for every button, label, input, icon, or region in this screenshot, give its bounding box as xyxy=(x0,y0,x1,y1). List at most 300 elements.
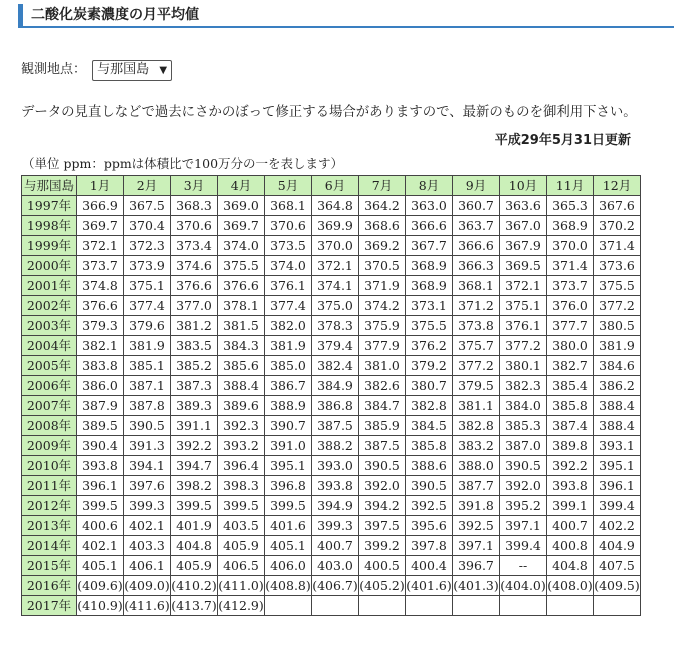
month-column-header: 2月 xyxy=(124,176,171,196)
value-cell: 379.2 xyxy=(406,356,453,376)
value-cell: 375.7 xyxy=(453,336,500,356)
value-cell: 368.1 xyxy=(265,196,312,216)
month-column-header: 12月 xyxy=(594,176,641,196)
value-cell: 397.1 xyxy=(500,516,547,536)
value-cell: 377.2 xyxy=(594,296,641,316)
value-cell: 377.9 xyxy=(359,336,406,356)
value-cell: 368.9 xyxy=(406,276,453,296)
value-cell: 392.5 xyxy=(453,516,500,536)
value-cell: 381.2 xyxy=(171,316,218,336)
value-cell: (406.7) xyxy=(312,576,359,596)
year-cell: 2000年 xyxy=(22,256,77,276)
year-cell: 2001年 xyxy=(22,276,77,296)
value-cell: 388.4 xyxy=(594,416,641,436)
value-cell: 388.4 xyxy=(218,376,265,396)
value-cell: 403.0 xyxy=(312,556,359,576)
value-cell: 379.4 xyxy=(312,336,359,356)
revision-notice: データの見直しなどで過去にさかのぼって修正する場合がありますので、最新のものを御利用下さい。 xyxy=(21,105,637,120)
value-cell: 373.9 xyxy=(124,256,171,276)
year-cell: 2002年 xyxy=(22,296,77,316)
year-cell: 2008年 xyxy=(22,416,77,436)
value-cell: 372.1 xyxy=(312,256,359,276)
value-cell: 371.4 xyxy=(594,236,641,256)
year-cell: 2003年 xyxy=(22,316,77,336)
table-row xyxy=(22,396,641,416)
value-cell: 373.6 xyxy=(594,256,641,276)
value-cell: 388.4 xyxy=(594,396,641,416)
value-cell: 399.2 xyxy=(359,536,406,556)
value-cell: 388.2 xyxy=(312,436,359,456)
value-cell: (410.2) xyxy=(171,576,218,596)
value-cell: 370.4 xyxy=(124,216,171,236)
value-cell: 377.2 xyxy=(500,336,547,356)
updated-date: 平成29年5月31日更新 xyxy=(494,133,631,148)
value-cell: (409.0) xyxy=(124,576,171,596)
value-cell: 389.6 xyxy=(218,396,265,416)
table-row xyxy=(22,476,641,496)
value-cell: 387.5 xyxy=(312,416,359,436)
month-column-header: 10月 xyxy=(500,176,547,196)
value-cell: 369.7 xyxy=(218,216,265,236)
value-cell: 397.6 xyxy=(124,476,171,496)
value-cell: 382.1 xyxy=(77,336,124,356)
value-cell: (411.0) xyxy=(218,576,265,596)
value-cell: (405.2) xyxy=(359,576,406,596)
value-cell: 393.8 xyxy=(312,476,359,496)
value-cell: 388.0 xyxy=(453,456,500,476)
value-cell: 376.6 xyxy=(77,296,124,316)
table-row xyxy=(22,576,641,596)
value-cell: 388.9 xyxy=(265,396,312,416)
table-row xyxy=(22,376,641,396)
value-cell: 405.9 xyxy=(218,536,265,556)
value-cell: 386.2 xyxy=(594,376,641,396)
value-cell: 393.8 xyxy=(547,476,594,496)
year-cell: 2014年 xyxy=(22,536,77,556)
value-cell: 382.0 xyxy=(265,316,312,336)
value-cell: 390.7 xyxy=(265,416,312,436)
value-cell: 381.5 xyxy=(218,316,265,336)
value-cell: (409.5) xyxy=(594,576,641,596)
value-cell: 405.9 xyxy=(171,556,218,576)
value-cell: 379.3 xyxy=(77,316,124,336)
value-cell: 378.1 xyxy=(218,296,265,316)
value-cell: 393.1 xyxy=(594,436,641,456)
year-cell: 2007年 xyxy=(22,396,77,416)
value-cell: 385.8 xyxy=(547,396,594,416)
value-cell: 379.5 xyxy=(453,376,500,396)
value-cell: 405.1 xyxy=(265,536,312,556)
value-cell: 384.6 xyxy=(594,356,641,376)
value-cell: 384.5 xyxy=(406,416,453,436)
table-row xyxy=(22,536,641,556)
value-cell: 392.2 xyxy=(547,456,594,476)
value-cell: (413.7) xyxy=(171,596,218,616)
value-cell: 395.1 xyxy=(265,456,312,476)
value-cell: 399.3 xyxy=(124,496,171,516)
value-cell: 399.5 xyxy=(77,496,124,516)
value-cell: 367.6 xyxy=(594,196,641,216)
value-cell: 385.0 xyxy=(265,356,312,376)
value-cell: 381.9 xyxy=(594,336,641,356)
value-cell: 381.9 xyxy=(124,336,171,356)
table-row xyxy=(22,276,641,296)
value-cell: 366.6 xyxy=(453,236,500,256)
value-cell: 375.1 xyxy=(500,296,547,316)
table-row xyxy=(22,416,641,436)
year-cell: 2016年 xyxy=(22,576,77,596)
station-selector-row xyxy=(21,60,172,81)
value-cell: 396.8 xyxy=(265,476,312,496)
value-cell: 375.1 xyxy=(124,276,171,296)
value-cell: 385.9 xyxy=(359,416,406,436)
value-cell: 394.1 xyxy=(124,456,171,476)
value-cell: 375.0 xyxy=(312,296,359,316)
value-cell: 372.3 xyxy=(124,236,171,256)
value-cell: 370.6 xyxy=(171,216,218,236)
value-cell: (410.9) xyxy=(77,596,124,616)
value-cell: 390.5 xyxy=(124,416,171,436)
value-cell: 392.0 xyxy=(500,476,547,496)
value-cell: 370.6 xyxy=(265,216,312,236)
value-cell: 401.9 xyxy=(171,516,218,536)
value-cell: 398.2 xyxy=(171,476,218,496)
value-cell: 370.2 xyxy=(594,216,641,236)
year-cell: 1998年 xyxy=(22,216,77,236)
value-cell: 397.1 xyxy=(453,536,500,556)
value-cell: (409.6) xyxy=(77,576,124,596)
value-cell: 380.5 xyxy=(594,316,641,336)
value-cell: (408.8) xyxy=(265,576,312,596)
value-cell: 391.0 xyxy=(265,436,312,456)
table-row xyxy=(22,236,641,256)
value-cell: 385.2 xyxy=(171,356,218,376)
value-cell: 404.8 xyxy=(171,536,218,556)
value-cell xyxy=(406,596,453,616)
value-cell: 360.7 xyxy=(453,196,500,216)
value-cell: 391.8 xyxy=(453,496,500,516)
value-cell: 382.3 xyxy=(500,376,547,396)
value-cell: 377.4 xyxy=(265,296,312,316)
value-cell: 406.0 xyxy=(265,556,312,576)
value-cell: 371.2 xyxy=(453,296,500,316)
month-column-header: 3月 xyxy=(171,176,218,196)
value-cell: 375.5 xyxy=(594,276,641,296)
month-column-header: 11月 xyxy=(547,176,594,196)
value-cell: 382.8 xyxy=(406,396,453,416)
station-column-header: 与那国島 xyxy=(22,176,77,196)
value-cell: 393.8 xyxy=(77,456,124,476)
value-cell: 364.8 xyxy=(312,196,359,216)
value-cell: 372.1 xyxy=(500,276,547,296)
value-cell: 369.0 xyxy=(218,196,265,216)
value-cell: 386.0 xyxy=(77,376,124,396)
value-cell: 383.8 xyxy=(77,356,124,376)
value-cell: 368.3 xyxy=(171,196,218,216)
month-column-header: 4月 xyxy=(218,176,265,196)
value-cell: 390.5 xyxy=(500,456,547,476)
month-column-header: 6月 xyxy=(312,176,359,196)
table-row xyxy=(22,456,641,476)
value-cell: 404.8 xyxy=(547,556,594,576)
value-cell: (404.0) xyxy=(500,576,547,596)
value-cell: 390.5 xyxy=(406,476,453,496)
value-cell: 385.3 xyxy=(500,416,547,436)
value-cell xyxy=(312,596,359,616)
value-cell: 369.2 xyxy=(359,236,406,256)
value-cell: 374.1 xyxy=(312,276,359,296)
value-cell: 397.5 xyxy=(359,516,406,536)
value-cell: 392.3 xyxy=(218,416,265,436)
value-cell: 382.7 xyxy=(547,356,594,376)
value-cell: 395.6 xyxy=(406,516,453,536)
station-select[interactable] xyxy=(92,60,172,81)
year-cell: 2017年 xyxy=(22,596,77,616)
value-cell: 368.6 xyxy=(359,216,406,236)
value-cell xyxy=(453,596,500,616)
value-cell: 370.5 xyxy=(359,256,406,276)
value-cell: 390.5 xyxy=(359,456,406,476)
value-cell: 377.4 xyxy=(124,296,171,316)
value-cell: 373.8 xyxy=(453,316,500,336)
unit-note: （単位 ppm：ppmは体積比で100万分の一を表します） xyxy=(22,156,344,171)
value-cell: 402.1 xyxy=(77,536,124,556)
value-cell: 376.0 xyxy=(547,296,594,316)
value-cell: 366.3 xyxy=(453,256,500,276)
value-cell: 375.5 xyxy=(218,256,265,276)
value-cell: 400.6 xyxy=(77,516,124,536)
value-cell: 370.0 xyxy=(547,236,594,256)
value-cell: 382.4 xyxy=(312,356,359,376)
year-cell: 2015年 xyxy=(22,556,77,576)
value-cell: 381.0 xyxy=(359,356,406,376)
value-cell: 364.2 xyxy=(359,196,406,216)
value-cell: 366.6 xyxy=(406,216,453,236)
value-cell: 367.5 xyxy=(124,196,171,216)
value-cell: 405.1 xyxy=(77,556,124,576)
value-cell: 391.1 xyxy=(171,416,218,436)
value-cell: (412.9) xyxy=(218,596,265,616)
value-cell: 367.0 xyxy=(500,216,547,236)
value-cell: 396.1 xyxy=(77,476,124,496)
table-row xyxy=(22,336,641,356)
value-cell: 382.6 xyxy=(359,376,406,396)
value-cell: 369.5 xyxy=(500,256,547,276)
value-cell: 369.7 xyxy=(77,216,124,236)
value-cell: 385.1 xyxy=(124,356,171,376)
value-cell: 374.0 xyxy=(218,236,265,256)
value-cell: 377.0 xyxy=(171,296,218,316)
year-cell: 2006年 xyxy=(22,376,77,396)
value-cell: 392.2 xyxy=(171,436,218,456)
value-cell: 403.5 xyxy=(218,516,265,536)
table-row xyxy=(22,316,641,336)
table-row xyxy=(22,516,641,536)
value-cell: 399.5 xyxy=(218,496,265,516)
value-cell: 402.1 xyxy=(124,516,171,536)
value-cell: 376.6 xyxy=(218,276,265,296)
table-row xyxy=(22,556,641,576)
value-cell xyxy=(500,596,547,616)
value-cell: 379.6 xyxy=(124,316,171,336)
value-cell: 401.6 xyxy=(265,516,312,536)
value-cell: 370.0 xyxy=(312,236,359,256)
value-cell: 406.1 xyxy=(124,556,171,576)
value-cell: 380.1 xyxy=(500,356,547,376)
value-cell: 373.7 xyxy=(77,256,124,276)
value-cell: 387.3 xyxy=(171,376,218,396)
value-cell: 399.1 xyxy=(547,496,594,516)
value-cell: 371.4 xyxy=(547,256,594,276)
value-cell: 397.8 xyxy=(406,536,453,556)
value-cell: 404.9 xyxy=(594,536,641,556)
value-cell: 377.2 xyxy=(453,356,500,376)
value-cell xyxy=(594,596,641,616)
value-cell: 381.9 xyxy=(265,336,312,356)
value-cell: 391.3 xyxy=(124,436,171,456)
value-cell: 380.7 xyxy=(406,376,453,396)
value-cell: 387.8 xyxy=(124,396,171,416)
value-cell: (401.3) xyxy=(453,576,500,596)
year-cell: 2011年 xyxy=(22,476,77,496)
value-cell: 400.8 xyxy=(547,536,594,556)
value-cell: 367.9 xyxy=(500,236,547,256)
value-cell: 393.0 xyxy=(312,456,359,476)
value-cell: 399.4 xyxy=(500,536,547,556)
value-cell: 383.5 xyxy=(171,336,218,356)
value-cell: 375.5 xyxy=(406,316,453,336)
value-cell xyxy=(547,596,594,616)
value-cell: 377.7 xyxy=(547,316,594,336)
value-cell: 382.8 xyxy=(453,416,500,436)
value-cell: 376.2 xyxy=(406,336,453,356)
value-cell: 374.6 xyxy=(171,256,218,276)
station-select-value: 与那国島 xyxy=(97,62,150,77)
station-label: 観測地点： xyxy=(21,62,87,77)
value-cell: 402.2 xyxy=(594,516,641,536)
value-cell: 363.7 xyxy=(453,216,500,236)
value-cell: 394.7 xyxy=(171,456,218,476)
value-cell: 399.5 xyxy=(265,496,312,516)
value-cell: 396.7 xyxy=(453,556,500,576)
value-cell: 395.2 xyxy=(500,496,547,516)
table-row xyxy=(22,216,641,236)
value-cell: 390.4 xyxy=(77,436,124,456)
value-cell: 369.9 xyxy=(312,216,359,236)
value-cell: 385.8 xyxy=(406,436,453,456)
value-cell: 365.3 xyxy=(547,196,594,216)
value-cell: 376.1 xyxy=(265,276,312,296)
month-column-header: 9月 xyxy=(453,176,500,196)
year-cell: 2005年 xyxy=(22,356,77,376)
table-header-row xyxy=(22,176,641,196)
value-cell: 393.2 xyxy=(218,436,265,456)
month-column-header: 1月 xyxy=(77,176,124,196)
co2-monthly-table xyxy=(21,175,641,616)
value-cell: (408.0) xyxy=(547,576,594,596)
value-cell: 375.9 xyxy=(359,316,406,336)
value-cell: 396.4 xyxy=(218,456,265,476)
table-row xyxy=(22,436,641,456)
table-row xyxy=(22,296,641,316)
value-cell: 383.2 xyxy=(453,436,500,456)
value-cell: 400.4 xyxy=(406,556,453,576)
value-cell: 399.3 xyxy=(312,516,359,536)
year-cell: 1999年 xyxy=(22,236,77,256)
value-cell: 407.5 xyxy=(594,556,641,576)
value-cell: 373.7 xyxy=(547,276,594,296)
table-row xyxy=(22,256,641,276)
value-cell: 386.7 xyxy=(265,376,312,396)
year-cell: 2010年 xyxy=(22,456,77,476)
value-cell: 373.5 xyxy=(265,236,312,256)
value-cell: 384.3 xyxy=(218,336,265,356)
value-cell: 398.3 xyxy=(218,476,265,496)
value-cell: 403.3 xyxy=(124,536,171,556)
value-cell: 395.1 xyxy=(594,456,641,476)
year-cell: 1997年 xyxy=(22,196,77,216)
table-row xyxy=(22,356,641,376)
value-cell: 363.0 xyxy=(406,196,453,216)
value-cell: 368.9 xyxy=(547,216,594,236)
value-cell: 406.5 xyxy=(218,556,265,576)
page-title: 二酸化炭素濃度の月平均値 xyxy=(31,7,199,23)
value-cell: 394.9 xyxy=(312,496,359,516)
value-cell: 387.5 xyxy=(359,436,406,456)
value-cell: 367.7 xyxy=(406,236,453,256)
value-cell: 385.6 xyxy=(218,356,265,376)
value-cell: 380.0 xyxy=(547,336,594,356)
year-cell: 2013年 xyxy=(22,516,77,536)
value-cell: 389.8 xyxy=(547,436,594,456)
value-cell: 385.4 xyxy=(547,376,594,396)
value-cell: 400.7 xyxy=(312,536,359,556)
month-column-header: 7月 xyxy=(359,176,406,196)
value-cell: 392.0 xyxy=(359,476,406,496)
value-cell: 388.6 xyxy=(406,456,453,476)
value-cell: 389.5 xyxy=(77,416,124,436)
value-cell: 371.9 xyxy=(359,276,406,296)
value-cell: 376.6 xyxy=(171,276,218,296)
value-cell: 368.9 xyxy=(406,256,453,276)
value-cell: 374.8 xyxy=(77,276,124,296)
table-row xyxy=(22,196,641,216)
value-cell: 396.1 xyxy=(594,476,641,496)
year-cell: 2009年 xyxy=(22,436,77,456)
value-cell: 368.1 xyxy=(453,276,500,296)
year-cell: 2012年 xyxy=(22,496,77,516)
value-cell: 399.5 xyxy=(171,496,218,516)
month-column-header: 5月 xyxy=(265,176,312,196)
value-cell: 363.6 xyxy=(500,196,547,216)
page-header xyxy=(18,4,674,28)
value-cell: 400.5 xyxy=(359,556,406,576)
chevron-down-icon: ▼ xyxy=(159,65,168,76)
value-cell: 378.3 xyxy=(312,316,359,336)
value-cell: 387.7 xyxy=(453,476,500,496)
value-cell: 374.0 xyxy=(265,256,312,276)
value-cell: (401.6) xyxy=(406,576,453,596)
value-cell: 389.3 xyxy=(171,396,218,416)
value-cell: 387.0 xyxy=(500,436,547,456)
value-cell: 387.1 xyxy=(124,376,171,396)
value-cell: 374.2 xyxy=(359,296,406,316)
value-cell: 394.2 xyxy=(359,496,406,516)
value-cell: 399.4 xyxy=(594,496,641,516)
value-cell: 384.9 xyxy=(312,376,359,396)
year-cell: 2004年 xyxy=(22,336,77,356)
table-row xyxy=(22,596,641,616)
